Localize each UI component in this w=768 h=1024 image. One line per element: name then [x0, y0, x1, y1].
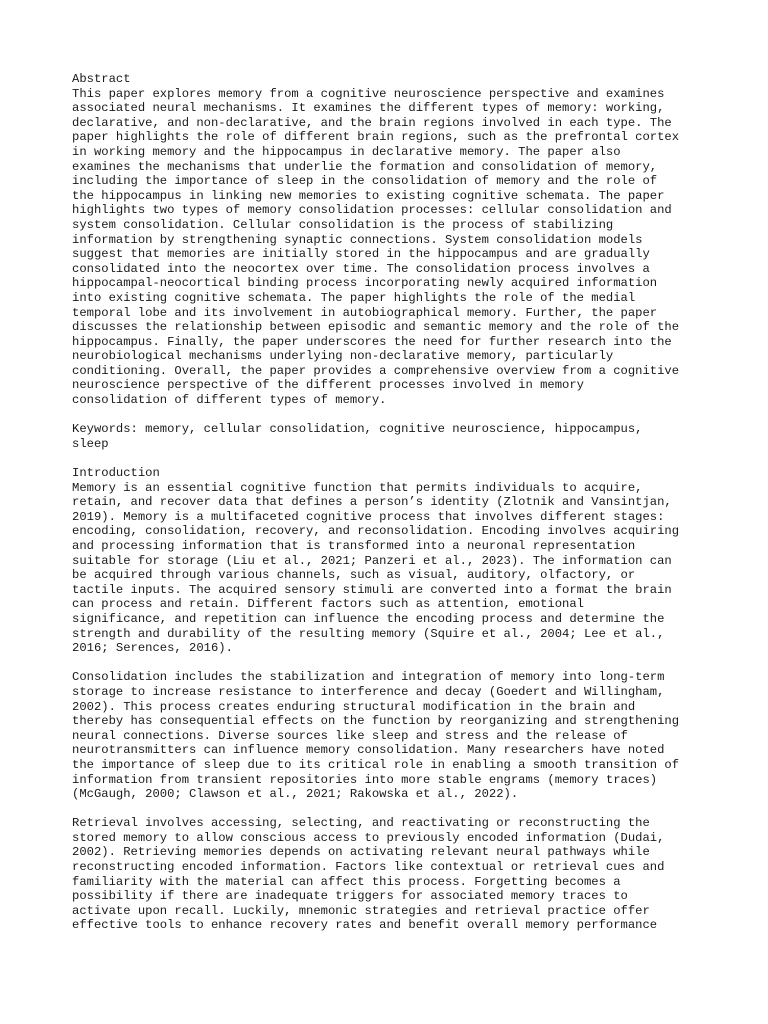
body-line: 2016; Serences, 2016).	[72, 641, 233, 656]
abstract-line: highlights two types of memory consolidation processes: cellular consolidation and	[72, 203, 672, 218]
introduction-heading: Introduction	[72, 466, 160, 481]
body-line: information from transient repositories into more stable engrams (memory traces)	[72, 772, 658, 787]
abstract-line: including the importance of sleep in the consolidation of memory and the role of	[72, 174, 658, 189]
abstract-line: the hippocampus in linking new memories to existing cognitive schemata. The paper	[72, 188, 665, 203]
abstract-line: information by strengthening synaptic connections. System consolidation models	[72, 232, 643, 247]
body-line: thereby has consequential effects on the function by reorganizing and strengthening	[72, 714, 680, 729]
body-line: storage to increase resistance to interference and decay (Goedert and Willingham,	[72, 684, 665, 699]
abstract-line: consolidated into the neocortex over time. The consolidation process involves a	[72, 261, 650, 276]
abstract-line: into existing cognitive schemata. The paper highlights the role of the medial	[72, 290, 636, 305]
body-line: activate upon recall. Luckily, mnemonic strategies and retrieval practice offer	[72, 903, 650, 918]
body-line: 2002). This process creates enduring structural modification in the brain and	[72, 699, 636, 714]
abstract-body	[72, 87, 702, 408]
abstract-line: hippocampal-neocortical binding process incorporating newly acquired information	[72, 276, 658, 291]
document-page	[72, 72, 702, 933]
abstract-line: system consolidation. Cellular consolidation is the process of stabilizing	[72, 217, 614, 232]
body-line: neural connections. Diverse sources like sleep and stress and the release of	[72, 728, 628, 743]
body-line: strength and durability of the resulting memory (Squire et al., 2004; Lee et al.,	[72, 626, 665, 641]
body-line: significance, and repetition can influence the encoding process and determine the	[72, 611, 665, 626]
paragraph-gap	[72, 408, 702, 423]
body-line: the importance of sleep due to its critical role in enabling a smooth transition of	[72, 757, 680, 772]
abstract-line: examines the mechanisms that underlie the formation and consolidation of memory,	[72, 159, 658, 174]
abstract-line: temporal lobe and its involvement in autobiographical memory. Further, the paper	[72, 305, 658, 320]
body-line: neurotransmitters can influence memory consolidation. Many researchers have noted	[72, 743, 665, 758]
abstract-line: neurobiological mechanisms underlying non-declarative memory, particularly	[72, 349, 614, 364]
abstract-line: consolidation of different types of memory.	[72, 393, 387, 408]
body-line: (McGaugh, 2000; Clawson et al., 2021; Rakowska et al., 2022).	[72, 787, 519, 802]
abstract-heading: Abstract	[72, 72, 131, 86]
body-line: reconstructing encoded information. Factors like contextual or retrieval cues and	[72, 860, 665, 875]
abstract-line: in working memory and the hippocampus in declarative memory. The paper also	[72, 144, 621, 159]
body-line: can process and retain. Different factors such as attention, emotional	[72, 597, 584, 612]
paragraph-gap	[72, 656, 702, 671]
abstract-line: conditioning. Overall, the paper provides a comprehensive overview from a cognitive	[72, 363, 680, 378]
body-line: familiarity with the material can affect this process. Forgetting becomes a	[72, 874, 621, 889]
abstract-line: neuroscience perspective of the different processes involved in memory	[72, 378, 584, 393]
abstract-line: suggest that memories are initially stored in the hippocampus and are gradually	[72, 247, 650, 262]
body-line: Consolidation includes the stabilization and integration of memory into long-term	[72, 670, 665, 685]
body-line: possibility if there are inadequate triggers for associated memory traces to	[72, 889, 628, 904]
paragraph-gap	[72, 802, 702, 817]
body-line: Retrieval involves accessing, selecting, and reactivating or reconstructing the	[72, 816, 650, 831]
keywords	[72, 422, 702, 451]
abstract-line: declarative, and non-declarative, and the brain regions involved in each type. The	[72, 115, 672, 130]
body-line: be acquired through various channels, such as visual, auditory, olfactory, or	[72, 568, 636, 583]
body-line: stored memory to allow conscious access to previously encoded information (Dudai,	[72, 830, 665, 845]
introduction-paragraph-1	[72, 481, 702, 656]
body-line: Memory is an essential cognitive function that permits individuals to acquire,	[72, 480, 643, 495]
body-line: retain, and recover data that defines a person’s identity (Zlotnik and Vansintjan,	[72, 495, 672, 510]
body-line: effective tools to enhance recovery rates and benefit overall memory performance	[72, 918, 658, 933]
abstract-line: discusses the relationship between episodic and semantic memory and the role of the	[72, 320, 680, 335]
paragraph-gap	[72, 451, 702, 466]
introduction-paragraph-2	[72, 670, 702, 801]
abstract-line: associated neural mechanisms. It examines the different types of memory: working,	[72, 101, 665, 116]
body-line: and processing information that is transformed into a neuronal representation	[72, 539, 636, 553]
body-line: 2002). Retrieving memories depends on activating relevant neural pathways while	[72, 845, 650, 860]
abstract-line: hippocampus. Finally, the paper underscores the need for further research into the	[72, 334, 672, 349]
introduction-paragraph-3	[72, 816, 702, 933]
body-line: encoding, consolidation, recovery, and reconsolidation. Encoding involves acquiring	[72, 524, 680, 539]
keywords-line: Keywords: memory, cellular consolidation, cognitive neuroscience, hippocampus,	[72, 422, 643, 437]
body-line: tactile inputs. The acquired sensory stimuli are converted into a format the brain	[72, 582, 672, 597]
abstract-line: This paper explores memory from a cognitive neuroscience perspective and examines	[72, 86, 665, 101]
body-line: 2019). Memory is a multifaceted cognitive process that involves different stages:	[72, 509, 665, 524]
body-line: suitable for storage (Liu et al., 2021; Panzeri et al., 2023). The information can	[72, 553, 672, 568]
abstract-line: paper highlights the role of different brain regions, such as the prefrontal cortex	[72, 130, 680, 145]
keywords-line: sleep	[72, 436, 109, 451]
